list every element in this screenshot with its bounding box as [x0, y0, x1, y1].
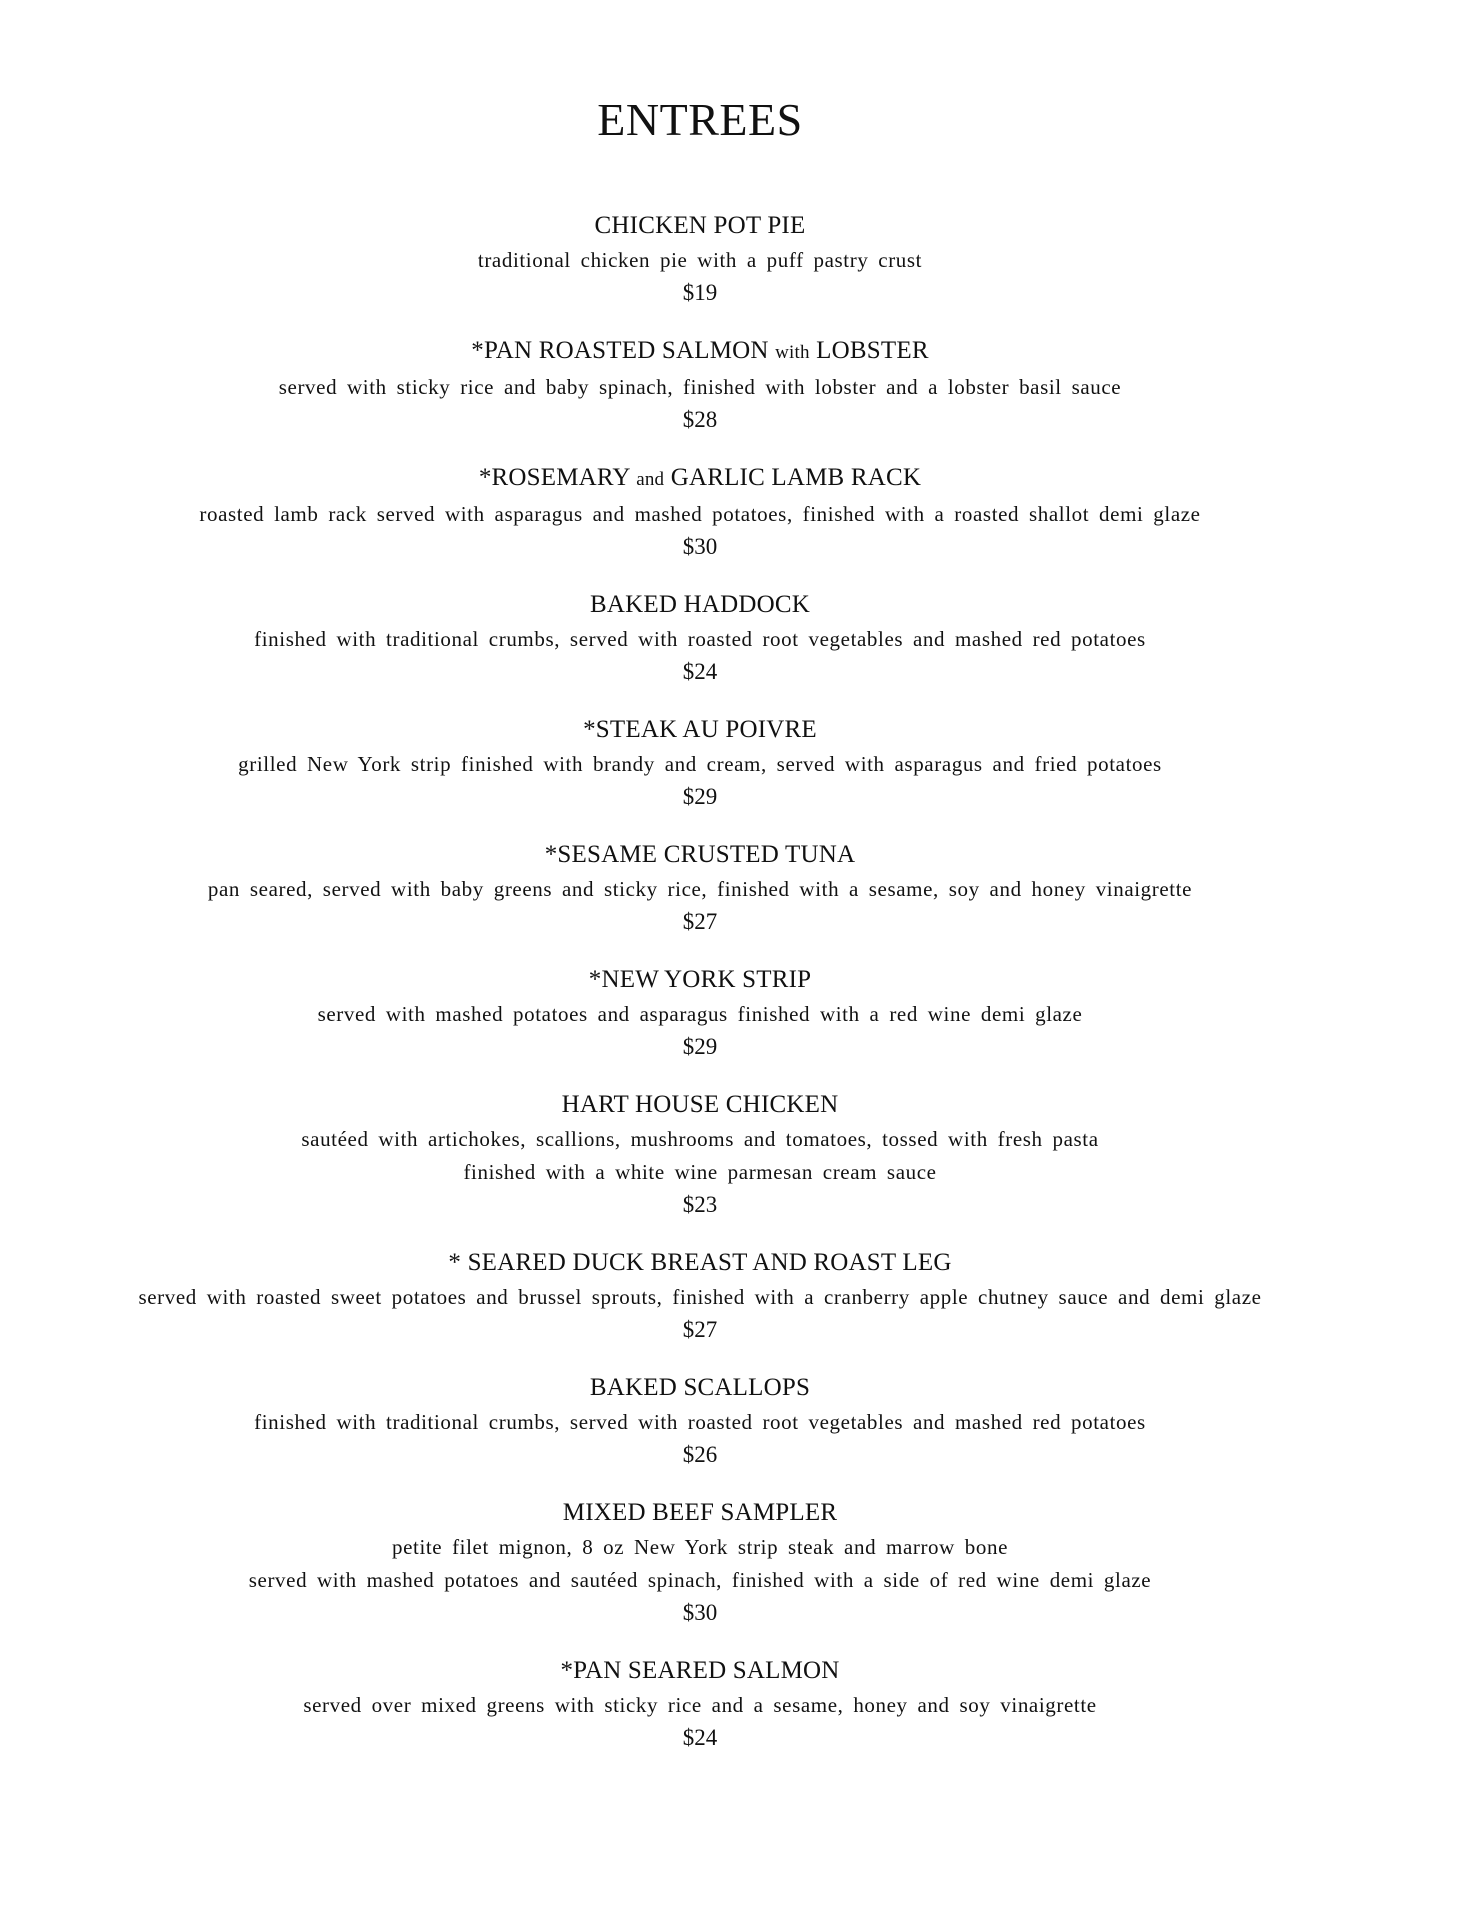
item-price: $19: [682, 280, 718, 305]
item-description: finished with traditional crumbs, served with roasted root vegetables and mashed red potatoes: [254, 1410, 1146, 1434]
item-price: $27: [682, 909, 718, 934]
item-description: served with mashed potatoes and sautéed spinach, finished with a side of red wine demi glaze: [248, 1568, 1152, 1592]
item-name: [0, 460, 1400, 498]
item-description: sautéed with artichokes, scallions, mushrooms and tomatoes, tossed with fresh pasta: [301, 1127, 1099, 1151]
item-description: finished with traditional crumbs, served with roasted root vegetables and mashed red potatoes: [254, 627, 1146, 651]
item-description: petite filet mignon, 8 oz New York strip steak and marrow bone: [391, 1535, 1008, 1559]
menu-item: [0, 712, 1400, 813]
item-description: grilled New York strip finished with brandy and cream, served with asparagus and fried potatoes: [238, 752, 1162, 776]
item-name-part: *ROSEMARY: [478, 464, 637, 491]
item-name: * SEARED DUCK BREAST AND ROAST LEG: [448, 1249, 952, 1276]
item-description: roasted lamb rack served with asparagus and mashed potatoes, finished with a roasted shallot demi glaze: [199, 502, 1201, 526]
item-price: $30: [682, 1600, 718, 1625]
item-name-part: with: [775, 342, 810, 363]
item-price: $24: [682, 1725, 718, 1750]
menu-item: [0, 208, 1400, 309]
item-name: *NEW YORK STRIP: [588, 966, 812, 993]
menu-item: [0, 460, 1400, 563]
menu-item: [0, 1370, 1400, 1471]
item-price: $24: [682, 659, 718, 684]
menu-item: [0, 1495, 1400, 1629]
item-name-part: *PAN ROASTED SALMON: [471, 337, 776, 364]
item-name: MIXED BEEF SAMPLER: [562, 1499, 838, 1526]
item-name: BAKED HADDOCK: [590, 591, 810, 618]
item-price: $29: [682, 1034, 718, 1059]
menu-item: [0, 962, 1400, 1063]
item-price: $27: [682, 1317, 718, 1342]
item-name-part: GARLIC LAMB RACK: [664, 464, 922, 491]
menu-item: [0, 837, 1400, 938]
item-description: finished with a white wine parmesan cream sauce: [463, 1160, 937, 1184]
item-name: *SESAME CRUSTED TUNA: [544, 841, 856, 868]
item-name: *STEAK AU POIVRE: [583, 716, 817, 743]
item-name: HART HOUSE CHICKEN: [561, 1091, 839, 1118]
item-name: CHICKEN POT PIE: [594, 212, 806, 239]
item-price: $23: [682, 1192, 718, 1217]
menu-item: [0, 333, 1400, 436]
menu-item: [0, 1245, 1400, 1346]
item-name-part: and: [636, 469, 665, 490]
item-name-part: LOBSTER: [809, 337, 929, 364]
item-price: $29: [682, 784, 718, 809]
item-description: served over mixed greens with sticky rice and a sesame, honey and soy vinaigrette: [303, 1693, 1097, 1717]
item-name: [0, 333, 1400, 371]
item-name: BAKED SCALLOPS: [589, 1374, 811, 1401]
item-description: served with mashed potatoes and asparagus finished with a red wine demi glaze: [317, 1002, 1083, 1026]
page-title: ENTREES: [597, 94, 803, 145]
item-description: pan seared, served with baby greens and sticky rice, finished with a sesame, soy and honey vinaigrette: [207, 877, 1193, 901]
item-description: served with roasted sweet potatoes and brussel sprouts, finished with a cranberry apple chutney sauce and demi glaze: [138, 1285, 1262, 1309]
item-price: $28: [682, 407, 718, 432]
item-description: served with sticky rice and baby spinach, finished with lobster and a lobster basil sauce: [278, 375, 1122, 399]
item-description: traditional chicken pie with a puff pastry crust: [477, 248, 923, 272]
entree-list: [0, 208, 1400, 1778]
menu-item: [0, 1087, 1400, 1221]
item-price: $30: [682, 534, 718, 559]
menu-item: [0, 1653, 1400, 1754]
item-price: $26: [682, 1442, 718, 1467]
menu-item: [0, 587, 1400, 688]
item-name: *PAN SEARED SALMON: [560, 1657, 840, 1684]
